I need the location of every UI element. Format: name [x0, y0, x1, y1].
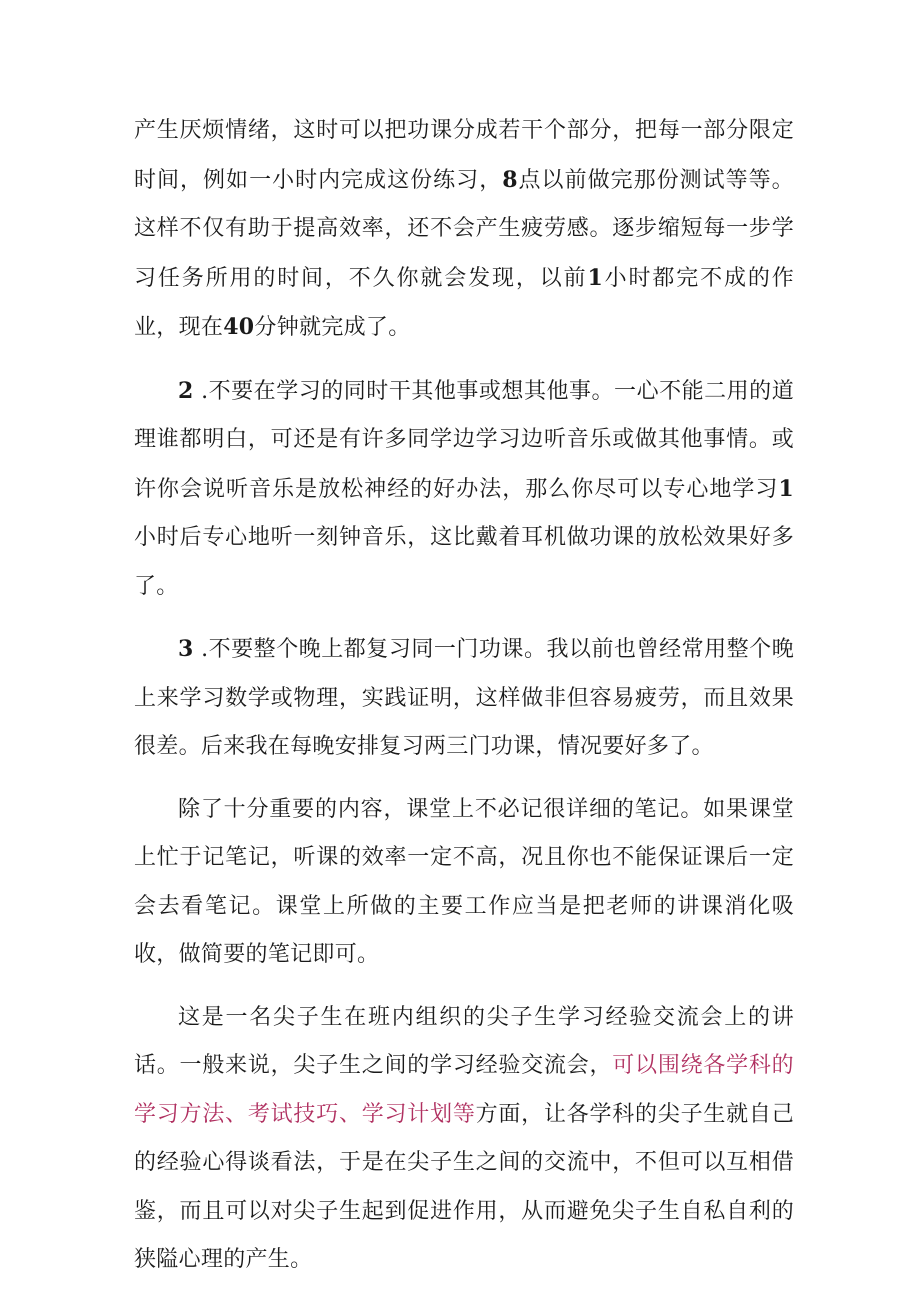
paragraph-4	[134, 786, 794, 980]
list-number-2: 2	[178, 377, 194, 404]
paragraph-2	[134, 367, 794, 612]
paragraph-1-text-c: 点以前做完那份测试等等。这样不仅有助于提高效率，还不会产生疲劳感。逐步缩短每一步学习任务所用的时间，不久你就会发现，以前	[134, 167, 794, 291]
list-number-3: 3	[178, 636, 194, 662]
paragraph-5-text-a: 这是一名尖子生在班内组织的尖子生学习经验交流会上的讲话。一般来说，尖子生之间的学习经验交流会，	[134, 1004, 794, 1078]
paragraph-1-number-8: 8	[502, 166, 518, 193]
paragraph-1-text-g: 分钟就完成了。	[254, 315, 411, 340]
paragraph-1-text-e: 小时都完不成的作业，现在	[134, 265, 795, 340]
paragraph-3	[134, 625, 794, 772]
document-body	[134, 107, 794, 1299]
paragraph-3-text-a: .不要整个晚上都复习同一门功课。我以前也曾经常用整个晚上来学习数学或物理，实践证明，这样做非但容易疲劳，而且效果很差。后来我在每晚安排复习两三门功课，情况要好多了。	[134, 637, 794, 759]
paragraph-1-text-a: 产生厌烦情绪，这时可以把功课分成若干个部分，把每一部分限定时间，例如一小时内完成这份练习，	[134, 118, 794, 193]
highlighted-text: 可以围绕各学科的学习方法、考试技巧、学习计划等	[134, 1053, 794, 1127]
paragraph-2-text-c: 小时后专心地听一刻钟音乐，这比戴着耳机做功课的放松效果好多了。	[134, 525, 794, 599]
paragraph-2-number-1: 1	[778, 475, 794, 502]
paragraph-1	[134, 107, 794, 353]
paragraph-5	[134, 994, 794, 1285]
paragraph-4-text: 除了十分重要的内容，课堂上不必记很详细的笔记。如果课堂上忙于记笔记，听课的效率一定不高，况且你也不能保证课后一定会去看笔记。课堂上所做的主要工作应当是把老师的讲课消化吸收，做简要的笔记即可。	[134, 796, 794, 967]
paragraph-1-number-1: 1	[587, 264, 604, 291]
paragraph-1-number-40: 40	[223, 314, 255, 340]
paragraph-2-text-a: .不要在学习的同时干其他事或想其他事。一心不能二用的道理谁都明白，可还是有许多同学边学习边听音乐或做其他事情。或许你会说听音乐是放松神经的好办法，那么你尽可以专心地学习	[134, 378, 794, 502]
paragraph-5-text-b: 方面，让各学科的尖子生就自己的经验心得谈看法，于是在尖子生之间的交流中，不但可以互相借鉴，而且可以对尖子生起到促进作用，从而避免尖子生自私自利的狭隘心理的产生。	[134, 1101, 794, 1272]
